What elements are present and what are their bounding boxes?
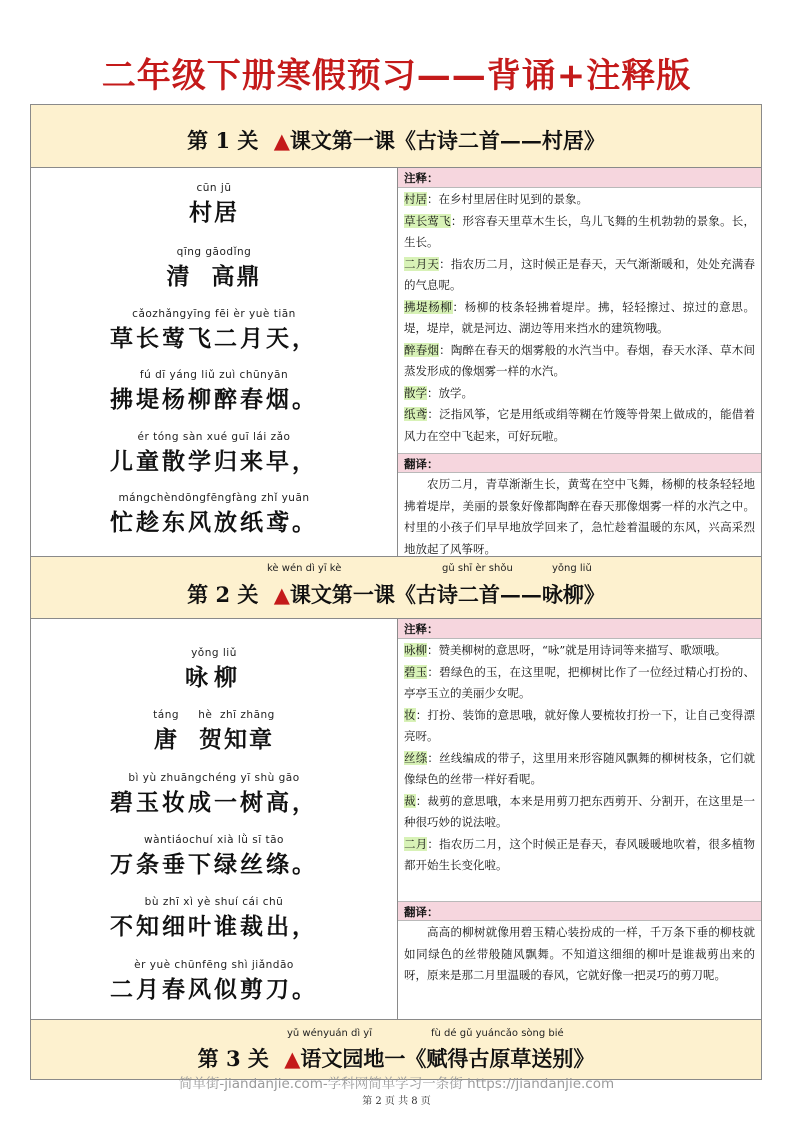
level-3-title	[31, 1043, 761, 1073]
poem-pinyin: táng hè zhī zhāng	[153, 709, 275, 721]
translation-header: 翻译：	[398, 901, 761, 921]
poem-author: 唐 贺知章	[153, 726, 274, 753]
poem-pinyin: èr yuè chūnfēng shì jiǎndāo	[134, 959, 294, 971]
note-text: ：指农历二月，这时候正是春天，天气渐渐暖和，处处充满春的气息呢。	[404, 256, 756, 292]
poem-text: 碧玉妆成一树高，	[110, 789, 318, 816]
note-text: ：打扮、装饰的意思哦，就好像人要梳妆打扮一下，让自己变得漂亮呀。	[404, 707, 756, 743]
level-1-header	[31, 104, 761, 168]
level-1-label: 第 1 关	[187, 128, 259, 153]
poem-line	[31, 431, 397, 476]
note-term: 丝绦	[404, 750, 428, 765]
level-2-title	[31, 579, 761, 609]
note-term: 二月天	[404, 256, 440, 271]
note-text: ：裁剪的意思哦，本来是用剪刀把东西剪开、分割开，在这里是一种很巧妙的说法啦。	[404, 793, 756, 829]
pinyin-annotation: kè wén dì yī kè	[267, 563, 342, 574]
note-item	[404, 383, 755, 405]
poem-line	[31, 834, 397, 879]
note-item	[404, 791, 755, 834]
note-text: ：碧绿色的玉，在这里呢，把柳树比作了一位经过精心打扮的、亭亭玉立的美丽少女呢。	[404, 664, 756, 700]
note-term: 村居	[404, 192, 427, 206]
note-text: ：杨柳的枝条轻拂着堤岸。拂，轻轻擦过、掠过的意思。堤，堤岸，就是河边、湖边等用来挡水的建筑物哦。	[404, 299, 755, 335]
note-item	[404, 640, 755, 662]
note-item	[404, 297, 755, 340]
poem-text: 忙趁东风放纸鸢。	[110, 509, 318, 536]
poem-text: 二月春风似剪刀。	[110, 976, 318, 1003]
note-text: ：指农历二月，这个时候正是春天，春风暖暖地吹着，很多植物都开始生长变化啦。	[404, 836, 756, 872]
notes-body	[398, 640, 761, 877]
poem-line	[31, 959, 397, 1004]
translation-header: 翻译：	[398, 453, 761, 473]
poem-line	[31, 492, 397, 537]
translation-text: 高高的柳树就像用碧玉精心装扮成的一样，千万条下垂的柳枝就如同绿色的丝带般随风飘舞。不知道这细细的柳叶是谁裁剪出来的呀，原来是那二月里温暖的春风，它就好像一把灵巧的剪刀呢。	[404, 925, 755, 982]
poem-text: 万条垂下绿丝绦。	[110, 851, 318, 878]
poem-pinyin: bù zhī xì yè shuí cái chū	[144, 896, 284, 908]
note-item	[404, 211, 755, 254]
poem-line	[31, 647, 397, 692]
notes-header: 注释：	[398, 619, 761, 639]
poem-text: 儿童散学归来早，	[110, 448, 318, 475]
poem-line	[31, 896, 397, 941]
translation-text: 农历二月，青草渐渐生长，黄莺在空中飞舞，杨柳的枝条轻轻地拂着堤岸，美丽的景象好像都陶醉在春天那像烟雾一样的水汽之中。村里的小孩子们早早地放学回来了，急忙趁着温暖的东风，兴高采烈地放起了风筝呀。	[404, 477, 755, 556]
poem-pinyin: bì yù zhuāngchéng yī shù gāo	[128, 772, 300, 784]
poem-line	[31, 246, 397, 291]
poem-line	[31, 709, 397, 754]
note-item	[404, 189, 755, 211]
poem-pinyin: mángchèndōngfēngfàng zhǐ yuān	[118, 492, 310, 504]
notes-header: 注释：	[398, 168, 761, 188]
level-2-label: 第 2 关	[187, 582, 259, 607]
note-item	[404, 748, 755, 791]
note-text: ：在乡村里居住时见到的景象。	[427, 192, 588, 206]
page-title: 二年级下册寒假预习——背诵+注释版	[101, 56, 692, 96]
notes-body	[398, 189, 761, 447]
poem-text: 不知细叶谁裁出，	[110, 913, 318, 940]
poem-line	[31, 308, 397, 353]
pinyin-annotation: gǔ shī èr shǒu	[442, 563, 513, 574]
translation-body	[398, 474, 761, 560]
level-3-header	[31, 1019, 761, 1080]
level-1-title	[31, 125, 761, 155]
poem-pinyin: ér tóng sàn xué guī lái zǎo	[137, 431, 291, 443]
pinyin-annotation: fù dé gǔ yuáncǎo sòng bié	[431, 1028, 564, 1039]
poem-1	[31, 168, 397, 556]
poem-pinyin: yǒng liǔ	[191, 647, 237, 659]
notes-2	[398, 619, 761, 1019]
notes-1	[398, 168, 761, 556]
footer-watermark: 简单街-jiandanjie.com-学科网简单学习一条街 https://jiandanjie.com	[178, 1076, 615, 1092]
note-item	[404, 662, 755, 705]
note-term: 拂堤杨柳	[404, 299, 453, 314]
triangle-icon: ▲	[273, 582, 290, 607]
poem-pinyin: cǎozhǎngyīng fēi èr yuè tiān	[132, 308, 296, 320]
note-text: ：形容春天里草木生长，鸟儿飞舞的生机勃勃的景象。长，生长。	[404, 213, 755, 249]
poem-pinyin: fú dī yáng liǔ zuì chūnyān	[139, 369, 289, 381]
poem-line	[31, 182, 397, 227]
poem-text: 拂堤杨柳醉春烟。	[110, 386, 318, 413]
poem-line	[31, 772, 397, 817]
note-item	[404, 404, 755, 447]
poem-text: 草长莺飞二月天，	[110, 325, 318, 352]
level-2-text: 课文第一课《古诗二首——咏柳》	[289, 582, 605, 607]
note-term: 咏柳	[404, 643, 427, 657]
note-text: ：泛指风筝，它是用纸或绢等糊在竹篾等骨架上做成的，能借着风力在空中飞起来，可好玩啦。	[404, 407, 756, 443]
poem-pinyin: cūn jū	[196, 182, 232, 194]
note-term: 裁	[404, 793, 416, 808]
poem-title: 咏柳	[185, 664, 243, 691]
note-text: ：陶醉在春天的烟雾般的水汽当中。春烟，春天水泽、草木间蒸发形成的像烟雾一样的水汽。	[404, 342, 756, 378]
note-text: ：放学。	[427, 385, 473, 400]
note-text: ：丝线编成的带子，这里用来形容随风飘舞的柳树枝条，它们就像绿色的丝带一样好看呢。	[404, 750, 756, 786]
note-term: 二月	[404, 836, 428, 851]
level-3-text: 语文园地一《赋得古原草送别》	[300, 1046, 595, 1071]
pinyin-annotation: yǔ wényuán dì yī	[287, 1028, 373, 1039]
level-1-text: 课文第一课《古诗二首——村居》	[289, 128, 605, 153]
pinyin-annotation: yǒng liǔ	[552, 563, 592, 574]
note-term: 纸鸢	[404, 407, 428, 421]
poem-title: 村居	[189, 199, 239, 226]
poem-line	[31, 369, 397, 414]
note-term: 散学	[404, 385, 427, 400]
note-item	[404, 705, 755, 748]
translation-body	[398, 922, 761, 987]
note-term: 碧玉	[404, 664, 428, 679]
level-3-label: 第 3 关	[197, 1046, 269, 1071]
poem-pinyin: qīng gāodǐng	[176, 246, 252, 258]
note-item	[404, 254, 755, 297]
note-item	[404, 834, 755, 877]
note-item	[404, 340, 755, 383]
level-2-header	[31, 556, 761, 619]
note-term: 草长莺飞	[404, 213, 451, 228]
note-term: 妆	[404, 707, 416, 722]
note-term: 醉春烟	[404, 342, 440, 357]
triangle-icon: ▲	[284, 1046, 301, 1071]
page-number: 第 2 页 共 8 页	[362, 1096, 431, 1107]
poem-2	[31, 619, 397, 1019]
note-text: ：赞美柳树的意思呀，“咏”就是用诗词等来描写、歌颂哦。	[427, 643, 727, 657]
poem-pinyin: wàntiáochuí xià lǜ sī tāo	[144, 834, 284, 846]
triangle-icon: ▲	[273, 128, 290, 153]
poem-author: 清 高鼎	[166, 263, 262, 290]
